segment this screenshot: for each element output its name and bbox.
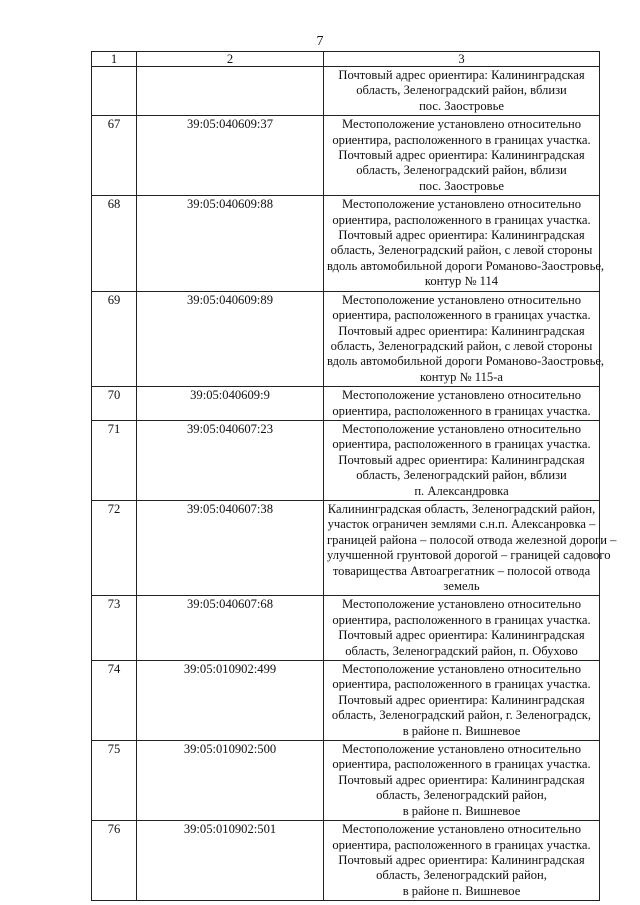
location-description-line: Калининградская область, Зеленоградский район, [327, 501, 596, 516]
location-description-line: Местоположение установлено относительно [341, 662, 582, 677]
location-description-line: п. Александровка [414, 483, 509, 498]
cadastral-number-cell: 39:05:040607:23 [137, 420, 324, 500]
location-description-line: Местоположение установлено относительно [341, 597, 582, 612]
location-description-line: Местоположение установлено относительно [341, 388, 582, 403]
location-description-line: Почтовый адрес ориентира: Калининградская [338, 323, 585, 338]
table-row [92, 741, 600, 821]
location-description-line: улучшенной грунтовой дорогой – границей садового [327, 548, 611, 563]
row-number-cell: 74 [92, 661, 137, 741]
table-row [92, 821, 600, 901]
column-header-number: 1 [92, 52, 137, 67]
row-number-cell: 73 [92, 596, 137, 661]
location-description-line: ориентира, расположенного в границах участка. [332, 308, 591, 323]
location-description-line: область, Зеленоградский район, с левой стороны [330, 338, 593, 353]
table-row [92, 661, 600, 741]
location-description-line: ориентира, расположенного в границах участка. [332, 677, 591, 692]
cadastral-number-cell: 39:05:040609:89 [137, 291, 324, 386]
location-description-line: участок ограничен землями с.н.п. Алексанровка – [327, 517, 596, 532]
location-description-line: Почтовый адрес ориентира: Калининградская [338, 772, 585, 787]
location-description-line: область, Зеленоградский район, п. Обухово [345, 643, 578, 658]
location-description-line: вдоль автомобильной дороги Романово-Заостровье, [327, 354, 605, 369]
location-description-cell [324, 196, 605, 291]
location-description-cell [324, 500, 617, 595]
row-number-cell: 71 [92, 420, 137, 500]
location-description-line: ориентира, расположенного в границах участка. [332, 757, 591, 772]
location-description-line: пос. Заостровье [419, 178, 504, 193]
column-header-cadastral: 2 [137, 52, 324, 67]
location-description-line: Почтовый адрес ориентира: Калининградская [338, 452, 585, 467]
location-description-line: товарищества Автоагрегатник – полосой отвода [332, 563, 591, 578]
location-description-line: Местоположение установлено относительно [341, 292, 582, 307]
location-description-line: Местоположение установлено относительно [341, 117, 582, 132]
location-description-line: область, Зеленоградский район, [376, 868, 547, 883]
location-description-cell [324, 661, 600, 741]
row-number-cell: 70 [92, 387, 137, 421]
row-number-cell: 72 [92, 500, 137, 595]
cadastral-number-cell [137, 67, 324, 116]
location-description-cell [324, 387, 600, 421]
location-description-cell [324, 291, 605, 386]
cadastral-number-cell: 39:05:040609:9 [137, 387, 324, 421]
location-description-line: границей района – полосой отвода железной дороги – [327, 532, 617, 547]
row-number-cell: 69 [92, 291, 137, 386]
location-description-cell [324, 741, 600, 821]
location-description-line: Почтовый адрес ориентира: Калининградская [338, 148, 585, 163]
table-row [92, 500, 600, 595]
location-description-line: ориентира, расположенного в границах участка. [332, 132, 591, 147]
table-header-row [92, 52, 600, 67]
cadastral-number-cell: 39:05:010902:501 [137, 821, 324, 901]
location-description-line: вдоль автомобильной дороги Романово-Заостровье, [327, 258, 605, 273]
table-row [92, 387, 600, 421]
location-description-line: Почтовый адрес ориентира: Калининградская [338, 228, 585, 243]
cadastral-number-cell: 39:05:010902:499 [137, 661, 324, 741]
location-description-line: Местоположение установлено относительно [341, 822, 582, 837]
location-description-line: Местоположение установлено относительно [341, 742, 582, 757]
location-description-line: Местоположение установлено относительно [341, 197, 582, 212]
row-number-cell: 67 [92, 116, 137, 196]
location-description-line: контур № 114 [424, 274, 499, 289]
cadastral-number-cell: 39:05:040609:88 [137, 196, 324, 291]
location-description-line: ориентира, расположенного в границах участка. [332, 403, 591, 418]
location-description-line: область, Зеленоградский район, с левой стороны [330, 243, 593, 258]
cadastral-number-cell: 39:05:040607:68 [137, 596, 324, 661]
location-description-line: область, Зеленоградский район, вблизи [356, 468, 567, 483]
location-description-line: ориентира, расположенного в границах участка. [332, 612, 591, 627]
location-description-line: Почтовый адрес ориентира: Калининградская [338, 68, 585, 82]
location-description-line: ориентира, расположенного в границах участка. [332, 212, 591, 227]
row-number-cell: 68 [92, 196, 137, 291]
page-number: 7 [316, 34, 324, 49]
row-number-cell: 76 [92, 821, 137, 901]
column-header-location: 3 [324, 52, 600, 67]
location-description-line: контур № 115-а [420, 369, 503, 384]
location-description-line: пос. Заостровье [419, 98, 504, 113]
cadastral-number-cell: 39:05:040609:37 [137, 116, 324, 196]
location-description-line: область, Зеленоградский район, г. Зеленоградск, [331, 708, 592, 723]
location-description-cell [324, 67, 600, 116]
location-description-line: ориентира, расположенного в границах участка. [332, 837, 591, 852]
location-description-cell [324, 596, 600, 661]
table-row [92, 596, 600, 661]
table-row [92, 196, 600, 291]
location-description-cell [324, 821, 600, 901]
location-description-cell [324, 116, 600, 196]
location-description-line: область, Зеленоградский район, [376, 788, 547, 803]
table-row [92, 116, 600, 196]
row-number-cell [92, 67, 137, 116]
location-description-line: Почтовый адрес ориентира: Калининградская [338, 628, 585, 643]
table-row [92, 420, 600, 500]
location-description-line: область, Зеленоградский район, вблизи [356, 83, 567, 98]
location-description-line: ориентира, расположенного в границах участка. [332, 437, 591, 452]
location-description-line: в районе п. Вишневое [402, 803, 521, 818]
location-description-cell [324, 420, 600, 500]
location-description-line: в районе п. Вишневое [402, 723, 521, 738]
location-description-line: в районе п. Вишневое [402, 883, 521, 898]
location-description-line: Почтовый адрес ориентира: Калининградская [338, 852, 585, 867]
location-description-line: Почтовый адрес ориентира: Калининградская [338, 692, 585, 707]
row-number-cell: 75 [92, 741, 137, 821]
table-row [92, 291, 600, 386]
location-description-line: область, Зеленоградский район, вблизи [356, 163, 567, 178]
location-description-line: Местоположение установлено относительно [341, 421, 582, 436]
table-row [92, 67, 600, 116]
cadastral-number-cell: 39:05:040607:38 [137, 500, 324, 595]
location-description-line: земель [443, 579, 480, 593]
cadastral-number-cell: 39:05:010902:500 [137, 741, 324, 821]
land-plot-table [91, 51, 617, 901]
